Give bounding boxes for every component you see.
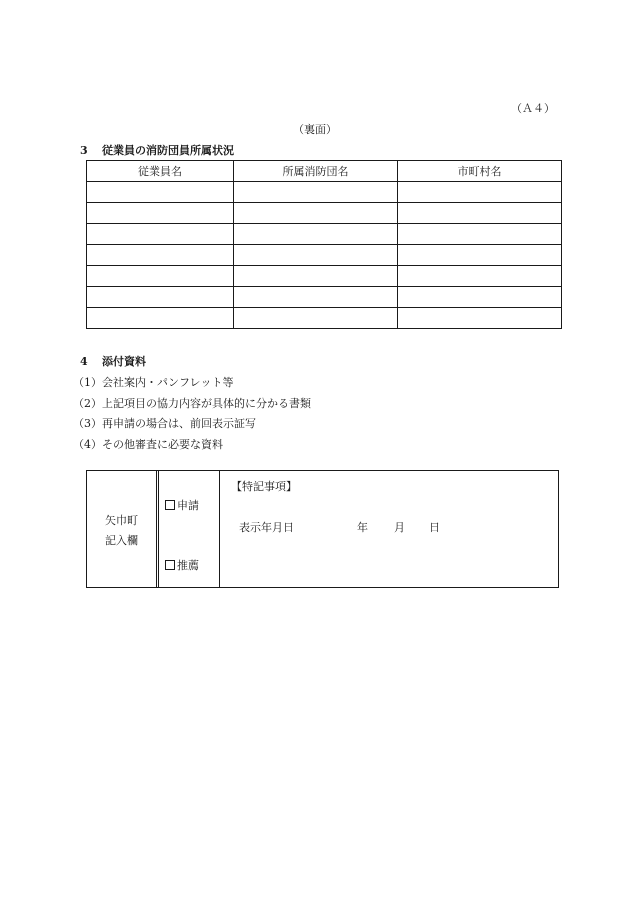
cell-municipality[interactable] (398, 203, 562, 224)
section-4-heading (80, 353, 146, 369)
list-item: （4）その他審査に必要な資料 (73, 437, 223, 451)
paper-size-label: （Ａ４） (511, 102, 555, 115)
cell-municipality[interactable] (398, 287, 562, 308)
apply-label: 申請 (177, 499, 199, 512)
header-employee-name: 従業員名 (87, 161, 234, 182)
special-notes-label: 【特記事項】 (231, 480, 297, 493)
cell-employee[interactable] (87, 287, 234, 308)
cell-corps[interactable] (234, 266, 398, 287)
cell-corps[interactable] (234, 245, 398, 266)
attachment-list (73, 373, 311, 455)
cell-municipality[interactable] (398, 224, 562, 245)
town-record-box (86, 470, 559, 588)
cell-corps[interactable] (234, 224, 398, 245)
cell-corps[interactable] (234, 308, 398, 329)
town-entry-label (87, 511, 156, 551)
checkbox-square-icon (165, 500, 175, 510)
double-divider (156, 471, 159, 587)
table-row (87, 224, 562, 245)
cell-employee[interactable] (87, 182, 234, 203)
section-3-title: 従業員の消防団員所属状況 (102, 144, 234, 157)
table-header-row (87, 161, 562, 182)
cell-corps[interactable] (234, 203, 398, 224)
cell-employee[interactable] (87, 245, 234, 266)
cell-municipality[interactable] (398, 245, 562, 266)
apply-checkbox[interactable] (165, 497, 199, 513)
header-fire-corps-name: 所属消防団名 (234, 161, 398, 182)
header-municipality-name: 市町村名 (398, 161, 562, 182)
cell-municipality[interactable] (398, 266, 562, 287)
section-4-number: 4 (80, 355, 88, 368)
cell-employee[interactable] (87, 224, 234, 245)
table-row (87, 182, 562, 203)
section-3-heading (80, 142, 234, 158)
member-table (86, 160, 562, 329)
day-label[interactable]: 日 (429, 521, 440, 534)
cell-employee[interactable] (87, 203, 234, 224)
cell-municipality[interactable] (398, 308, 562, 329)
list-item: （3）再申請の場合は、前回表示証写 (73, 417, 256, 430)
entry-field-label: 記入欄 (105, 534, 138, 547)
display-date-label: 表示年月日 (239, 521, 294, 534)
list-item: （1）会社案内・パンフレット等 (73, 376, 234, 389)
cell-corps[interactable] (234, 182, 398, 203)
table-row (87, 308, 562, 329)
cell-employee[interactable] (87, 266, 234, 287)
recommend-checkbox[interactable] (165, 557, 199, 573)
recommend-label: 推薦 (177, 559, 199, 572)
column-divider (219, 471, 220, 587)
cell-corps[interactable] (234, 287, 398, 308)
cell-employee[interactable] (87, 308, 234, 329)
list-item: （2）上記項目の協力内容が具体的に分かる書類 (73, 396, 311, 410)
table-row (87, 245, 562, 266)
month-label[interactable]: 月 (394, 521, 405, 534)
cell-municipality[interactable] (398, 182, 562, 203)
back-side-label: （裏面） (293, 123, 337, 136)
year-label[interactable]: 年 (357, 521, 368, 534)
town-name: 矢巾町 (105, 514, 138, 527)
table-row (87, 287, 562, 308)
section-4-title: 添付資料 (102, 355, 146, 368)
section-3-number: 3 (80, 144, 88, 157)
checkbox-square-icon (165, 560, 175, 570)
table-row (87, 266, 562, 287)
table-row (87, 203, 562, 224)
